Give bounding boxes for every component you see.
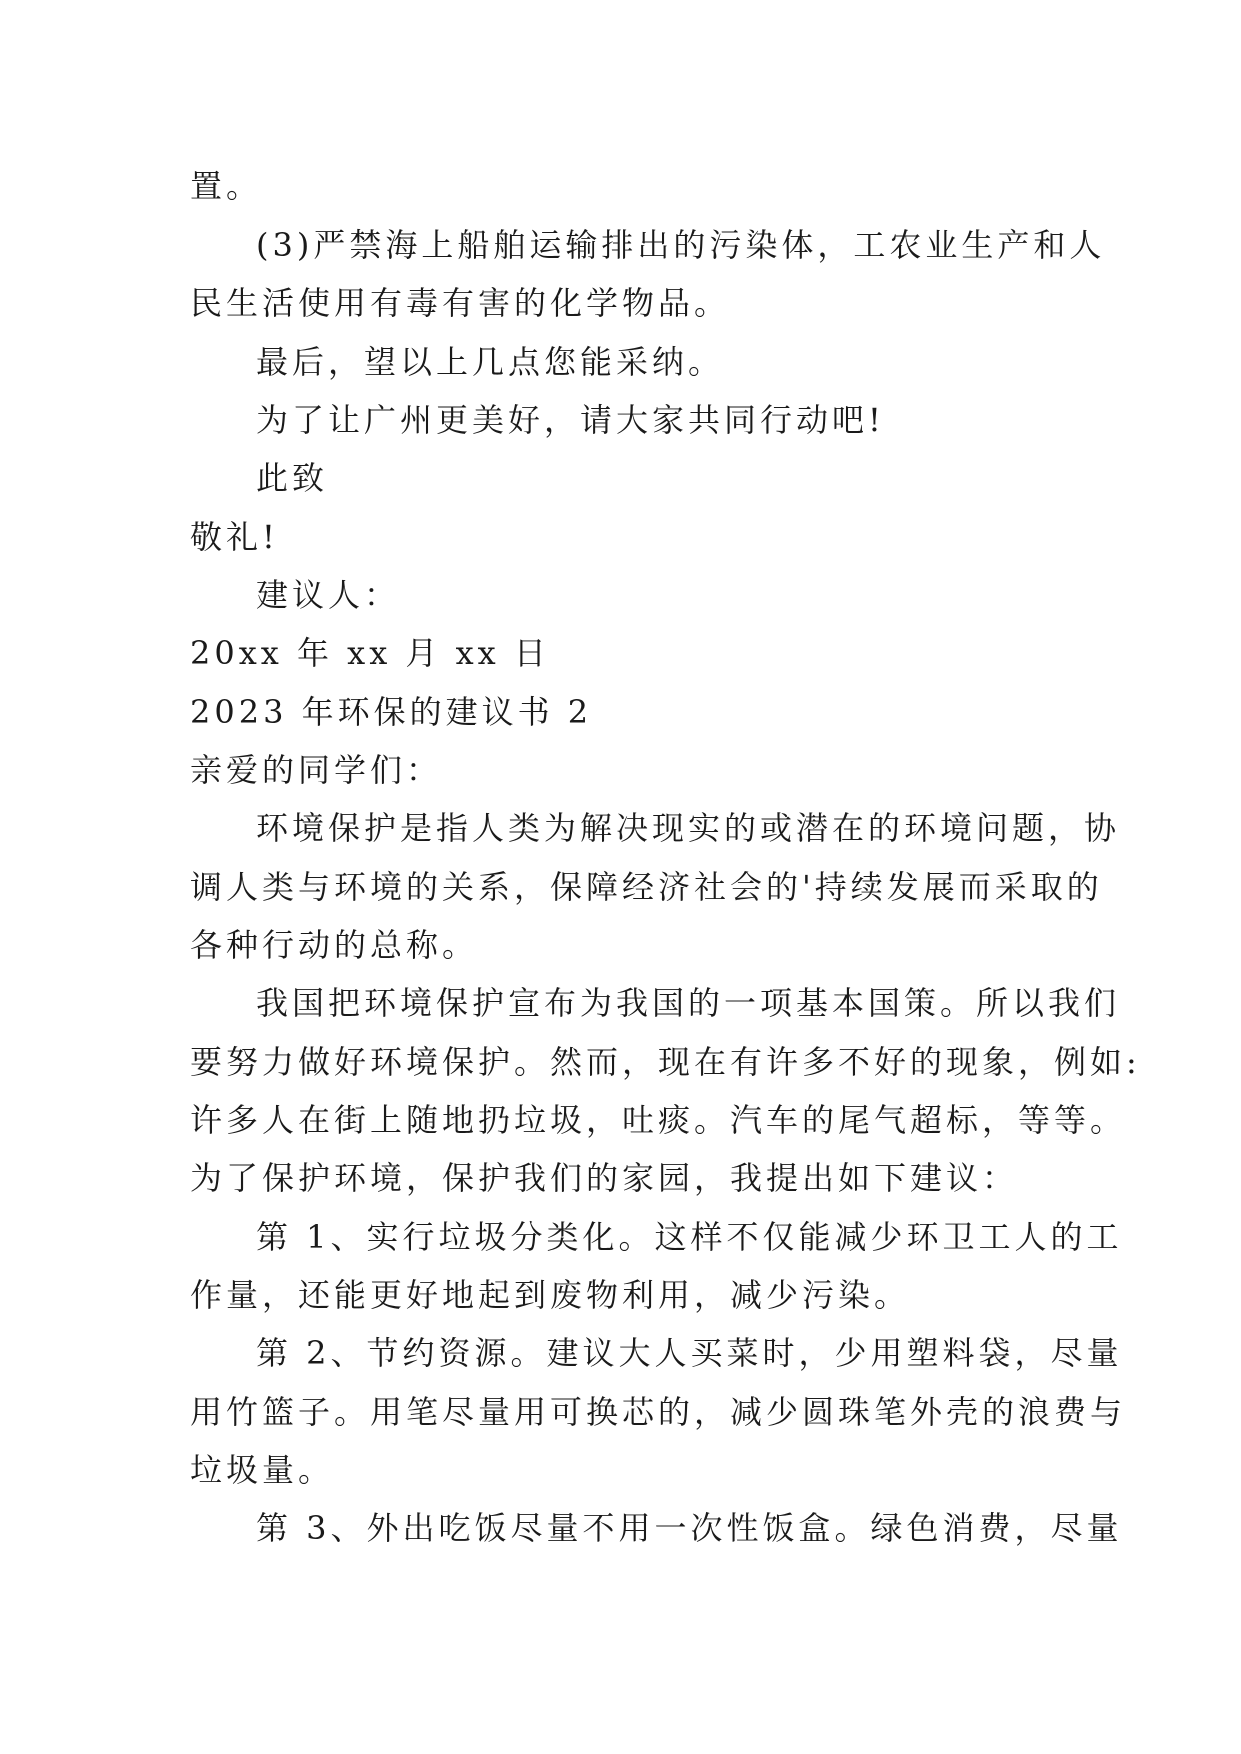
text-line: 最后，望以上几点您能采纳。 — [256, 343, 725, 381]
text-line: (3)严禁海上船舶运输排出的污染体，工农业生产和人 — [256, 226, 1106, 264]
text-line: 为了让广州更美好，请大家共同行动吧! — [256, 401, 885, 439]
text-line: 许多人在街上随地扔垃圾，吐痰。汽车的尾气超标，等等。 — [190, 1101, 1127, 1139]
text-line: 环境保护是指人类为解决现实的或潜在的环境问题，协 — [256, 809, 1121, 847]
text-line: 亲爱的同学们： — [190, 751, 443, 789]
text-line: 第 2、节约资源。建议大人买菜时，少用塑料袋，尽量 — [256, 1334, 1123, 1372]
text-line: 民生活使用有毒有害的化学物品。 — [190, 284, 731, 322]
text-line: 此致 — [256, 459, 329, 497]
text-line: 各种行动的总称。 — [190, 926, 479, 964]
text-line: 第 3、外出吃饭尽量不用一次性饭盒。绿色消费，尽量 — [256, 1509, 1123, 1547]
text-line: 20xx 年 xx 月 xx 日 — [190, 634, 550, 672]
text-line: 第 1、实行垃圾分类化。这样不仅能减少环卫工人的工 — [256, 1218, 1123, 1256]
text-line: 置。 — [190, 167, 263, 205]
text-line: 敬礼! — [190, 518, 279, 556]
text-line: 调人类与环境的关系，保障经济社会的'持续发展而采取的 — [190, 868, 1103, 906]
text-line: 建议人： — [256, 576, 401, 614]
text-line: 用竹篮子。用笔尽量用可换芯的，减少圆珠笔外壳的浪费与 — [190, 1393, 1127, 1431]
text-line: 要努力做好环境保护。然而，现在有许多不好的现象，例如: — [190, 1043, 1141, 1081]
text-line: 2023 年环保的建议书 2 — [190, 693, 593, 731]
text-line: 垃圾量。 — [190, 1451, 335, 1489]
text-line: 为了保护环境，保护我们的家园，我提出如下建议： — [190, 1159, 1019, 1197]
text-line: 我国把环境保护宣布为我国的一项基本国策。所以我们 — [256, 984, 1121, 1022]
text-line: 作量，还能更好地起到废物利用，减少污染。 — [190, 1276, 911, 1314]
